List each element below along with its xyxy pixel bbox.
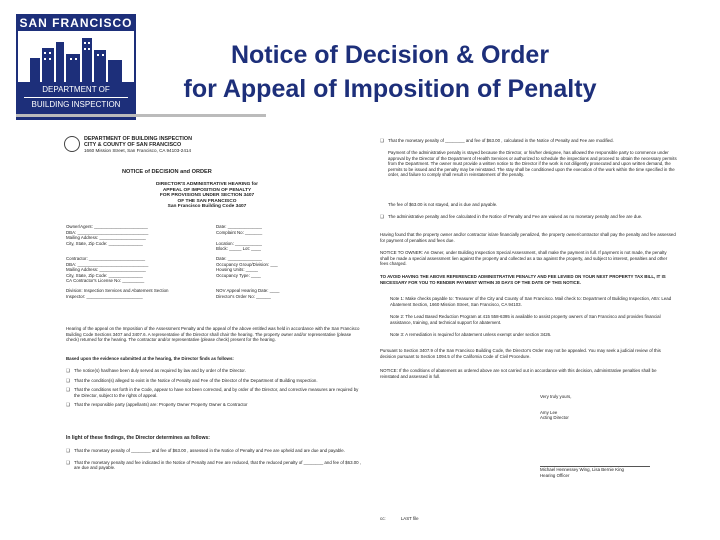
notice-document	[62, 130, 680, 530]
finding-text: That the responsible party (appellants) are: Property Owner Property Owner & Contractor	[74, 402, 248, 408]
checkbox-icon[interactable]: ❑	[66, 368, 70, 373]
cc-label: cc:	[380, 516, 386, 521]
signer-title: Acting Director	[540, 415, 569, 421]
spacer	[540, 400, 670, 410]
closing-text: Very truly yours,	[540, 394, 572, 399]
hearing-paragraph: Hearing of the appeal on the Imposition of the Assessment Penalty and the appeal of the above entitled was held in accordance with the San Francisco Building Code Sections 3407 and 3407.6. A representative of the Director shall chair the hearing. The property owner and/or representative (please check) returned for the hearing. The contractor and/or representative (please check) present for the hearing.	[66, 326, 360, 343]
document-header	[84, 136, 284, 154]
final-notice: NOTICE: If the conditions of abatement as ordered above are not carried out in accordance with this decision, administrative penalties shall be reinstated and assessed in full.	[380, 368, 657, 379]
finding-text: That the condition(s) alleged to exist in the Notice of Penalty and Fee of the Director of the Department of Building Inspection.	[74, 377, 318, 383]
dept-address: 1660 Mission Street, San Francisco, CA 94103-2414	[84, 148, 191, 153]
modification-row	[380, 138, 676, 144]
notice-heading: NOTICE of DECISION and ORDER	[122, 169, 212, 175]
cc-value: LAST file	[400, 516, 419, 521]
field-label	[216, 278, 366, 284]
field-label: CA Contractor's License No: _________	[66, 278, 145, 284]
field-row	[66, 246, 366, 252]
having-found-paragraph: Having found that the property owner and/or contractor is/are financially penalized, the property owner/contractor shall pay the penalty and fee assessed for payment of penalties and fees due.	[380, 232, 676, 243]
field-label: Occupancy Type: ____	[216, 272, 261, 278]
field-label: City, State, Zip Code: ______________	[66, 240, 143, 246]
field-label: DBA: _____________________________	[66, 229, 149, 235]
field-label: Mailing Address: ___________________	[66, 267, 146, 273]
hearing-officer-name: Michael Hennessey Wing, Lisa Bernie King	[540, 467, 624, 472]
field-label: NOV Appeal Hearing Date: ____	[216, 287, 280, 293]
checkbox-icon[interactable]: ❑	[66, 377, 70, 383]
checkbox-icon[interactable]: ❑	[66, 387, 70, 393]
finding-item	[66, 378, 362, 384]
note-2: Note 2: The Lead Based Reduction Program at 415 558-6395 is available to assist property owners of San Francisco and provides financial assistance, training, and technical support for abatement.	[390, 314, 661, 325]
checkbox-icon[interactable]: ❑	[66, 402, 70, 408]
waiver-item	[380, 214, 676, 220]
waiver-row	[380, 214, 676, 220]
field-row	[66, 278, 366, 284]
findings-list	[66, 368, 362, 408]
finding-item	[66, 368, 362, 374]
finding-text: The notice(s) has/have been duly served as required by law and by order of the Director.	[74, 368, 246, 373]
determination-item	[66, 460, 362, 471]
hearing-officer-block	[540, 464, 670, 478]
note-1: Note 1: Make checks payable to: Treasurer of the City and County of San Francisco. Mail check to: Department of Building Inspection, Attn: Lead Abatement Section, 1660 Mission Street, San Francisco, CA 94103.	[390, 296, 672, 307]
field-label: Director's Order No: ______	[216, 293, 271, 299]
field-label: Block: _____ Lot: ____	[216, 246, 261, 252]
cc-line	[380, 516, 500, 522]
checkbox-icon[interactable]: ❑	[380, 214, 384, 219]
finding-item	[66, 387, 362, 398]
logo-rule	[24, 97, 128, 98]
city-seal-icon	[64, 136, 80, 152]
slide-title	[120, 38, 660, 106]
determination-intro: In light of these findings, the Director determines as follows:	[66, 435, 210, 441]
header-divider	[16, 114, 266, 117]
logo-line-2: BUILDING INSPECTION	[31, 100, 121, 109]
field-label: Division: Inspection Services and Abatement Section	[66, 287, 169, 293]
field-label: Contractor: _______________________	[66, 255, 146, 261]
modification-item	[380, 138, 676, 144]
signer-name: Amy Lee	[540, 409, 558, 415]
note-3: Note 3: A remediation is required for abatement unless exempt under section 3426.	[390, 332, 552, 337]
field-label: Location: ___________	[216, 240, 262, 246]
checkbox-icon[interactable]: ❑	[66, 448, 70, 453]
hearing-heading-line: FOR PROVISIONS UNDER SECTION 3407	[159, 193, 255, 199]
field-label: City, State, Zip Code: ______________	[66, 272, 143, 278]
title-line-2: for Appeal of Imposition of Penalty	[183, 75, 597, 103]
field-label: Mailing Address: ___________________	[66, 235, 146, 241]
field-label: Complaint No: _______	[216, 229, 263, 235]
field-row	[66, 294, 366, 300]
hearing-heading	[122, 182, 292, 210]
logo-line-1: DEPARTMENT OF	[42, 85, 110, 94]
field-label: Housing Units: _____	[216, 267, 258, 273]
hearing-heading-line: San Francisco Building Code 3407	[167, 204, 247, 210]
party-fields	[66, 224, 366, 299]
field-label: Owner/Agent: ______________________	[66, 224, 148, 229]
title-line-1: Notice of Decision & Order	[230, 41, 550, 69]
pursuant-paragraph: Pursuant to Section 3407.9 of the San Francisco Building Code, the Director's Order may not be appealed. You may seek a judicial review of this decision pursuant to Section 1094.5 of the California Code of Civil Procedure.	[380, 348, 661, 359]
checkbox-icon[interactable]: ❑	[66, 459, 70, 465]
field-label: DBA: _____________________________	[66, 261, 149, 267]
hearing-heading-line: APPEAL OF IMPOSITION OF PENALTY	[162, 187, 252, 193]
field-label: Inspector: _______________________	[66, 293, 143, 299]
findings-intro: Based upon the evidence submitted at the hearing, the Director finds as follows:	[66, 356, 234, 361]
field-label: Date: ______________	[216, 255, 262, 261]
finding-item	[66, 402, 362, 408]
field-label	[66, 246, 216, 252]
city-name: CITY & COUNTY OF SAN FRANCISCO	[84, 142, 182, 148]
caps-notice: TO AVOID HAVING THE ABOVE REFERENCED ADMINISTRATIVE PENALTY AND FEE LEVIED ON YOUR NEXT PROPERTY TAX BILL, IT IS NECESSARY FOR YOU TO RENDER PAYMENT WITHIN 30 DAYS OF THE DATE OF THIS NOTICE.	[380, 274, 666, 285]
determination-text: That the monetary penalty and fee indicated in the Notice of Penalty and Fee are reduced, that the reduced penalty of ________ and fee of $63.00 , are due and payable.	[74, 459, 362, 471]
waiver-text: The administrative penalty and fee calculated in the Notice of Penalty and Fee are waived as no monetary penalty and fee are due.	[388, 214, 643, 219]
notice-to-owner: NOTICE TO OWNER: An Owner, under Building Inspection Special Assessment, shall make the payment in full. If payment is not made, the penalty shall be made a special assessment lien against the property and collected as a tax against the property, and subject to interest, penalties and other fees charged.	[380, 250, 668, 267]
finding-text: That the conditions set forth in the Code, appear to have not been corrected, and by order of the Director, and corrective measures are required by the Director, subject to the rights of appeal.	[74, 387, 359, 398]
logo-city-name: SAN FRANCISCO	[19, 16, 133, 30]
determination-text: That the monetary penalty of ________ and fee of $63.00 , assessed in the Notice of Penalty and Fee are upheld and are due and payable.	[74, 448, 345, 453]
hearing-heading-line: OF THE SAN FRANCISCO	[177, 198, 237, 204]
field-label: Date: ______________	[216, 224, 262, 229]
field-label: Occupancy Group/Division: ___	[216, 261, 278, 267]
sfdbi-logo	[16, 14, 136, 120]
logo-department-text	[18, 82, 134, 118]
skyline-graphic	[26, 34, 126, 86]
payment-paragraph: Payment of the administrative penalty is stayed because the Director, or his/her designee, has allowed the responsible party to commence under approval by the Director of the Department of Health Services or authorized to schedule the inspections and proceed to obtain the necessary permits from the Department. The owner must provide a written notice to the Director if the work is not diligently prosecuted and upon written demand, the permits to be issued and the penalty may be reinstated. The stay shall be conditioned upon the execution of the work within the time specified in the order, and failure to comply shall result in reinstatement of the penalty.	[388, 150, 677, 178]
hearing-officer-title: Hearing Officer	[540, 472, 570, 478]
fee-line: The fee of $63.00 is not stayed, and is due and payable.	[388, 202, 498, 207]
modification-text: That the monetary penalty of ________ and fee of $63.00 , calculated in the Notice of Penalty and Fee are modified.	[388, 138, 614, 143]
dept-name: DEPARTMENT OF BUILDING INSPECTION	[84, 136, 193, 142]
checkbox-icon[interactable]: ❑	[380, 138, 384, 143]
signature-block	[540, 394, 670, 421]
hearing-heading-line: DIRECTOR'S ADMINISTRATIVE HEARING for	[155, 182, 259, 187]
determination-item	[66, 448, 362, 454]
determination-list	[66, 448, 362, 471]
